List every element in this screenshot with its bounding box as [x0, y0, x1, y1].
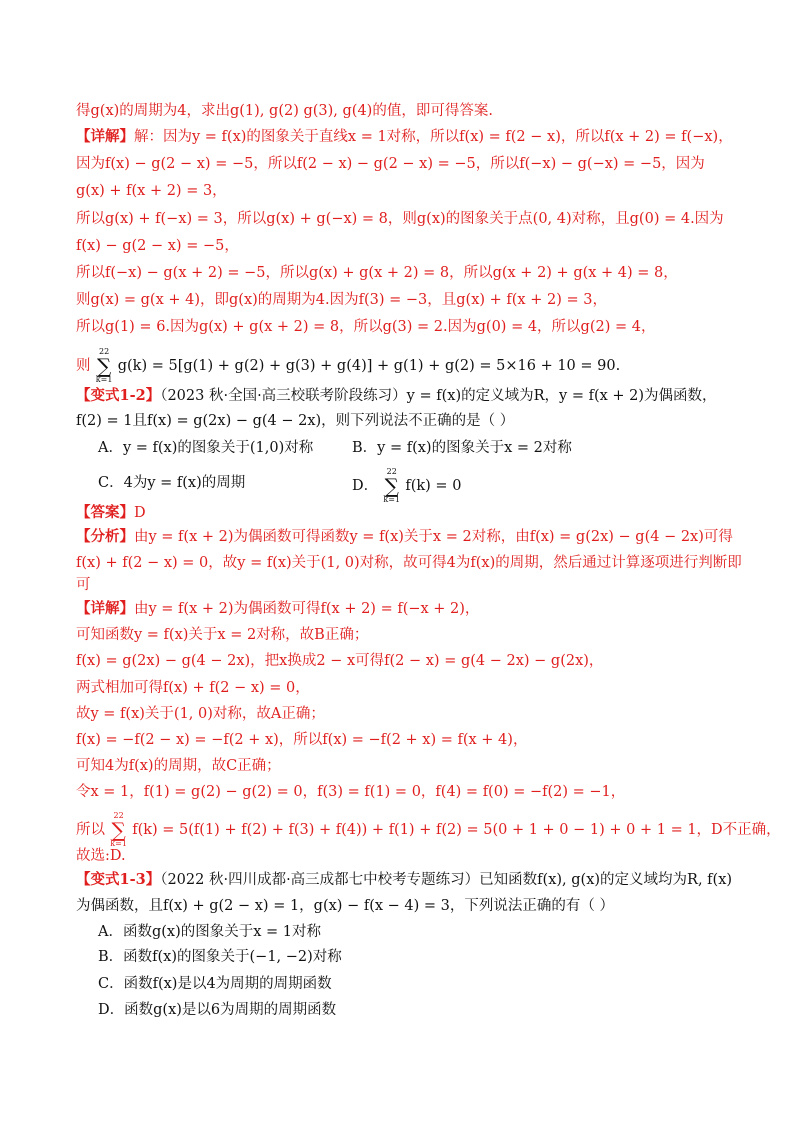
text-segment: 解：因为y = f(x)的图象关于直线x = 1对称，所以f(x) = f(2 − x)，所以f(x + 2) = f(−x)， [134, 129, 733, 145]
text-line: f(x) = g(2x) − g(4 − 2x)，把x换成2 − x可得f(2 − x) = g(4 − 2x) − g(2x)， [76, 653, 604, 669]
text-segment: 则 [76, 358, 91, 374]
sum-upper: 22 [99, 347, 110, 356]
text-line [76, 598, 740, 620]
option-d-text: f(k) = 0 [405, 478, 462, 494]
text-line: f(2) = 1且f(x) = g(2x) − g(4 − 2x)，则下列说法不正确的是（ ） [76, 413, 515, 429]
text-line: f(x) − g(2 − x) = −5， [76, 238, 239, 254]
text-line: 因为f(x) − g(2 − x) = −5，所以f(2 − x) − g(2 − x) = −5，所以f(−x) − g(−x) = −5，因为 [76, 156, 705, 172]
sum-upper: 22 [113, 811, 124, 820]
text-line: 则g(x) = g(x + 4)，即g(x)的周期为4.因为f(3) = −3，且g(x) + f(x + 2) = 3， [76, 292, 607, 308]
text-line [76, 126, 740, 148]
option-a: A．y = f(x)的图象关于(1,0)对称 [98, 440, 314, 456]
text-line: 两式相加可得f(x) + f(2 − x) = 0， [76, 680, 310, 696]
text-line: f(x) + f(2 − x) = 0，故y = f(x)关于(1, 0)对称，故可得4为f(x)的周期，然后通过计算逐项进行判断即 [76, 555, 742, 571]
text-line: 故y = f(x)关于(1, 0)对称，故A正确； [76, 706, 325, 722]
option-d-label: D． [352, 478, 379, 494]
problem-header [76, 869, 740, 891]
text-line [76, 526, 740, 548]
option-a: A．函数g(x)的图象关于x = 1对称 [98, 924, 322, 940]
sum-lower: k=1 [110, 839, 127, 848]
text-segment: 所以 [76, 822, 105, 838]
text-line [76, 811, 781, 848]
sum-symbol [95, 348, 113, 384]
label-analysis: 【分析】 [76, 528, 134, 545]
text-line: f(x) = −f(2 − x) = −f(2 + x)，所以f(x) = −f(2 + x) = f(x + 4)， [76, 732, 528, 748]
text-line: 可知函数y = f(x)关于x = 2对称，故B正确； [76, 627, 369, 643]
option-d [352, 468, 461, 504]
text-line: g(x) + f(x + 2) = 3， [76, 183, 227, 199]
text-segment: 由y = f(x + 2)为偶函数可得f(x + 2) = f(−x + 2)， [134, 601, 480, 617]
text-line: 可知4为f(x)的周期，故C正确； [76, 758, 281, 774]
option-c: C．函数f(x)是以4为周期的周期函数 [98, 976, 332, 992]
sum-lower: k=1 [95, 375, 113, 384]
text-line [76, 502, 740, 524]
text-line: 为偶函数，且f(x) + g(2 − x) = 1，g(x) − f(x − 4) = 3，下列说法正确的有（ ） [76, 898, 614, 914]
sigma-glyph: ∑ [111, 818, 126, 842]
text-line [76, 348, 740, 384]
text-line: 令x = 1，f(1) = g(2) − g(2) = 0，f(3) = f(1) = 0，f(4) = f(0) = −f(2) = −1， [76, 784, 626, 800]
text-segment: （2022 秋·四川成都·高三成都七中校考专题练习）已知函数f(x), g(x)的定义域均为R, f(x) [160, 872, 733, 888]
label-variant: 【变式1-2】 [76, 387, 161, 404]
sum-upper: 22 [386, 467, 397, 476]
text-line: 所以g(1) = 6.因为g(x) + g(x + 2) = 8，所以g(3) = 2.因为g(0) = 4，所以g(2) = 4， [76, 319, 656, 335]
text-segment: g(k) = 5[g(1) + g(2) + g(3) + g(4)] + g(1) + g(2) = 5×16 + 10 = 90. [117, 358, 621, 374]
text-line: 故选:D. [76, 848, 126, 864]
label-variant: 【变式1-3】 [76, 871, 161, 888]
label-answer: 【答案】 [76, 504, 134, 521]
text-segment: 由y = f(x + 2)为偶函数可得函数y = f(x)关于x = 2对称，由f(x) = g(2x) − g(4 − 2x)可得 [134, 529, 733, 545]
sum-symbol [383, 468, 401, 504]
option-c: C．4为y = f(x)的周期 [98, 475, 246, 491]
option-b: B．y = f(x)的图象关于x = 2对称 [352, 440, 572, 456]
text-segment: f(k) = 5(f(1) + f(2) + f(3) + f(4)) + f(1) + f(2) = 5(0 + 1 + 0 − 1) + 0 + 1 = 1，D不正确， [132, 822, 781, 838]
label-detail: 【详解】 [76, 600, 134, 617]
text-segment: （2023 秋·全国·高三校联考阶段练习）y = f(x)的定义域为R，y = f(x + 2)为偶函数， [160, 388, 717, 404]
sum-symbol [110, 812, 128, 848]
sigma-glyph: ∑ [96, 354, 112, 378]
text-line: 所以g(x) + f(−x) = 3，所以g(x) + g(−x) = 8，则g(x)的图象关于点(0, 4)对称，且g(0) = 4.因为 [76, 211, 724, 227]
sigma-glyph: ∑ [384, 474, 399, 498]
option-d: D．函数g(x)是以6为周期的周期函数 [98, 1002, 337, 1018]
text-line: 得g(x)的周期为4，求出g(1), g(2) g(3), g(4)的值，即可得答案. [76, 103, 493, 119]
option-b: B．函数f(x)的图象关于(−1, −2)对称 [98, 949, 342, 965]
sum-lower: k=1 [383, 495, 401, 504]
problem-header [76, 385, 740, 407]
text-line: 所以f(−x) − g(x + 2) = −5，所以g(x) + g(x + 2) = 8，所以g(x + 2) + g(x + 4) = 8， [76, 265, 678, 281]
label-detail: 【详解】 [76, 128, 134, 145]
text-line: 可 [76, 577, 91, 593]
answer-value: D [134, 505, 146, 521]
